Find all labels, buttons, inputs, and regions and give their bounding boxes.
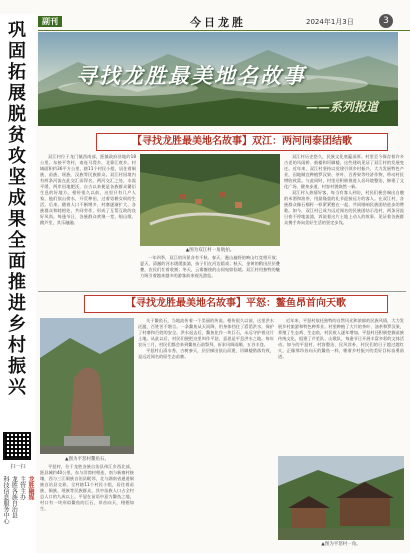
article2-photo-village bbox=[278, 456, 404, 540]
article1-col-left bbox=[40, 154, 136, 288]
article2-photo2-caption: ▲图为平怒村一角。 bbox=[321, 542, 361, 547]
qr-caption: 扫一扫 bbox=[10, 464, 26, 470]
hero-title: 寻找龙胜最美地名故事 bbox=[76, 63, 306, 88]
article1-col-right bbox=[284, 154, 404, 288]
section-tag: 副刊 bbox=[38, 16, 62, 27]
page-number: 3 bbox=[379, 14, 393, 28]
article2-col-right bbox=[278, 318, 404, 454]
sidebar-col-3: 龙胜各族自治县 bbox=[10, 476, 18, 518]
village-aerial-image bbox=[140, 154, 280, 246]
article1-col-bottom bbox=[140, 255, 280, 288]
article1-col-right-text: 双江村历史悠久，民族文化底蕴深厚。村里至今保存着许多古老的风雨桥、鼓楼和吊脚楼，这些建筑见证了双江村的发展变迁。近年来，双江村坚持以党建引领乡村振兴，大力发展特色产业，因地制宜种植罗汉果、茶叶、百香果等经济作物，带动村民增收致富。与此同时，村里还积极推进人居环境整治，修建了文化广场、健身步道，村容村貌焕然一新。 bbox=[284, 154, 404, 189]
article1-col-right-text-2: 双江村人热情好客，每当有客人到访，村民们便会端出自酿的米酒和油茶，用最隆重的礼节迎接远方的客人。在双江村，各族群众像石榴籽一样紧紧抱在一起，共同唱响民族团结进步的赞歌。如今，双江村已成为远近闻名的民族团结示范村，两条河流日夜不停地流淌，诉说着这片土地上动人的故事，见证着各族群众携手奔向美好生活的坚定步伐。 bbox=[284, 190, 404, 225]
article1-photo-caption: ▲图为双江村一角航拍。 bbox=[185, 248, 235, 253]
sidebar-publisher-info bbox=[2, 476, 34, 550]
article1-col-left-text: 双江村位于龙门镇西南部，距镇政府驻地约18公里。东接平等村，南连马堤乡，北靠江底乡。村域面积约36平方公里，辖11个村民小组，居住着侗族、苗族、瑶族、汉族等民族群众。双江村因境内有两条河流在此交汇而得名，两河交汇之处，水流平缓，两岸田地肥沃，自古以来便是各族群众繁衍生息的好地方。相传很久以前，这里只有几户人家，他们依山傍水，开荒种田，过着男耕女织的生活。后来，随着人口不断增多，村寨逐渐扩大，各族群众和睦相处，共同劳作，形成了互帮互助的良好风尚。每逢节日，各族群众欢聚一堂，唱山歌、跳芦笙，其乐融融。 bbox=[40, 154, 136, 225]
qr-code-icon bbox=[3, 432, 31, 460]
sidebar-col-4: 科技信息服务中心 bbox=[2, 476, 9, 524]
article1-col-bottom-text: 一年四季，双江的风景各有千秋。春天，漫山遍野的映山红竞相开放；夏天，清澈的河水缓缓流淌，孩子们在河边嬉戏；秋天，金黄的稻田层层叠叠，农民们忙着收割；冬天，云雾缭绕的山间宛如仙境。双江村用独特的魅力吸引着越来越多的游客前来观光游览。 bbox=[140, 255, 280, 278]
sidebar-slogan: 巩固拓展脱贫攻坚成果全面推进乡村振兴 bbox=[8, 20, 26, 398]
sidebar bbox=[0, 14, 36, 553]
issue-date: 2024年1月3日 bbox=[306, 18, 354, 26]
article2-photo1-caption: ▲图为平怒村鳌鱼石。 bbox=[65, 457, 109, 462]
village-houses-image bbox=[278, 456, 404, 540]
article1-photo bbox=[140, 154, 280, 246]
article2-col-tail bbox=[40, 464, 134, 550]
article2-col-right-text: 近年来，平怒村依托独特的自然风光和浓郁的民族风情，大力发展乡村旅游和特色种养业。村里种植了大片的茶叶、油茶和罗汉果，养殖了生态鸡、生态鱼，村民收入逐年增加。平怒村还积极挖掘苗族传统文化，组建了芦笙队、山歌队，每逢节日开展丰富多彩的文体活动。如今的平怒村，村容整洁、民风淳朴，村民们的日子越过越红火，正像那昂首向天的鳌鱼一样，朝着乡村振兴的美好目标奋勇前进。 bbox=[278, 318, 404, 359]
article2-photo-stone bbox=[40, 318, 134, 454]
article2-col-mid bbox=[138, 318, 274, 550]
article2-title: 【寻找龙胜最美地名故事】平怒：鳌鱼昂首向天歌 bbox=[84, 295, 388, 313]
aoyu-stone-image bbox=[40, 318, 134, 454]
article2-col-mid-text: 关于鳌鱼石，当地流传着一个美丽的传说。相传很久以前，这里洪水泛滥，百姓苦不堪言。一条鳌鱼从天而降，用身体挡住了滔滔洪水，保护了村寨和百姓的安全。洪水退去后，鳌鱼化作一块巨石，永远守护着这片土地。从此以后，村民们便把这里叫作平怒，意思是平息洪水之地。每年农历三月，村民们都会来到鳌鱼石前祭拜，祈求风调雨顺、五谷丰登。 bbox=[138, 318, 274, 347]
article1-title: 【寻找龙胜最美地名故事】双江：两河同泰团结歌 bbox=[96, 133, 388, 151]
section-divider bbox=[38, 291, 406, 292]
hero-banner bbox=[38, 32, 398, 126]
masthead: 今日龙胜 bbox=[190, 16, 246, 29]
hero-subtitle: ——系列报道 bbox=[306, 100, 379, 114]
sidebar-col-1: 龙胜融媒 bbox=[26, 476, 34, 500]
article2-col-mid-text-2: 平怒村山清水秀，古树参天，层层梯田依山而建，吊脚楼错落有致，是远近闻名的原生态苗寨。 bbox=[138, 348, 274, 359]
sidebar-col-2: 主管主办 bbox=[18, 476, 26, 500]
article2-col-left-text: 平怒村，位于龙胜各族自治县伟江乡西北部，距县城约40公里，东与洋湾村相连，南与新寨村接壤，西与三江侗族自治县毗邻，北与湖南省通道侗族自治县交界。全村辖11个村民小组，居住着苗族、侗族、瑶族等民族群众，其中苗族人口占全村总人口的九成以上。平怒在苗语中意为鳌鱼之地，村口有一块形似鳌鱼的巨石，昂首向天，栩栩如生。 bbox=[40, 464, 134, 511]
page-header bbox=[38, 14, 410, 31]
